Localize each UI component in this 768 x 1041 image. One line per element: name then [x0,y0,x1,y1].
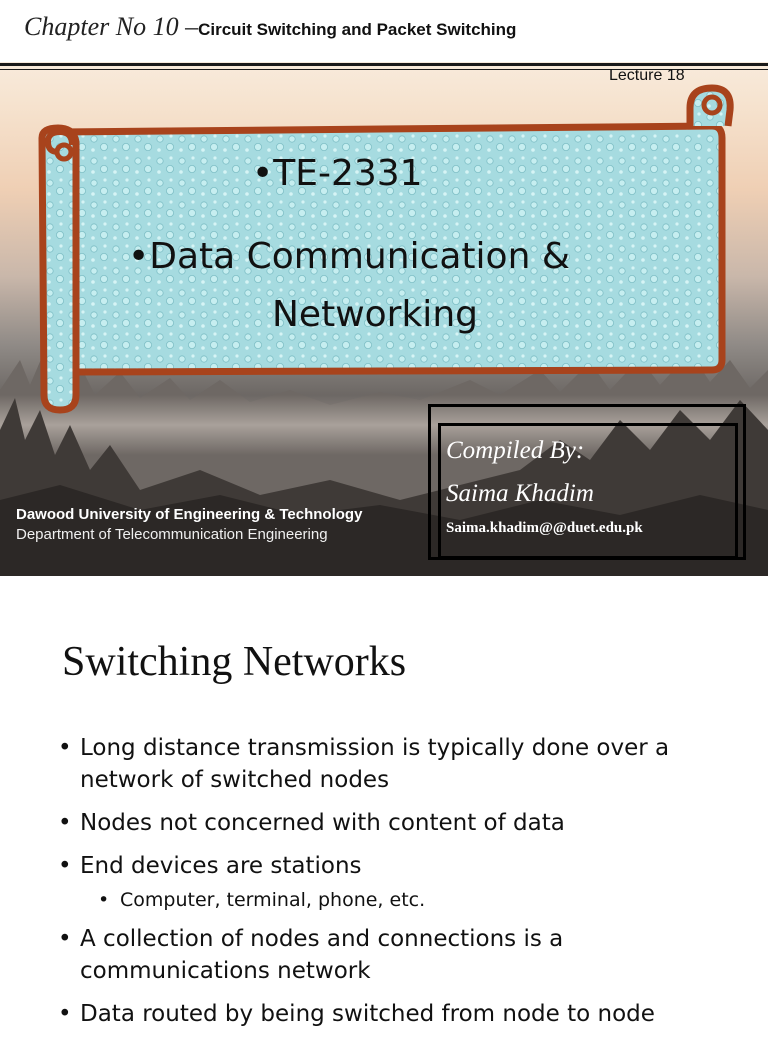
compiled-by-label: Compiled By: [446,437,585,464]
department-name: Department of Telecommunication Engineering [16,526,328,543]
bullet-item: • A collection of nodes and connections is a communications network [58,923,748,987]
slide-title: Switching Networks [62,639,407,685]
course-name-line2: Networking [272,294,478,335]
chapter-topic: Circuit Switching and Packet Switching [198,20,517,39]
course-code: •TE-2331 [252,153,423,194]
course-name-line1: •Data Communication & [128,236,570,277]
university-name: Dawood University of Engineering & Technology [16,506,363,523]
content-slide [0,576,768,1027]
author-email: Saima.khadim@@duet.edu.pk [446,520,643,536]
course-name [128,228,688,344]
sub-bullet-item: • Computer, terminal, phone, etc. [98,886,748,914]
bullet-item: • Nodes not concerned with content of data [58,807,748,839]
bullet-list [58,732,748,1041]
bullet-item: • Long distance transmission is typically done over a network of switched nodes [58,732,748,796]
bullet-item: • End devices are stations [58,850,748,882]
bullet-item: • Data routed by being switched from node to node [58,998,748,1030]
lecture-label: Lecture 18 [609,67,685,84]
chapter-number: Chapter No 10 – [24,12,199,41]
author-name: Saima Khadim [446,480,594,507]
